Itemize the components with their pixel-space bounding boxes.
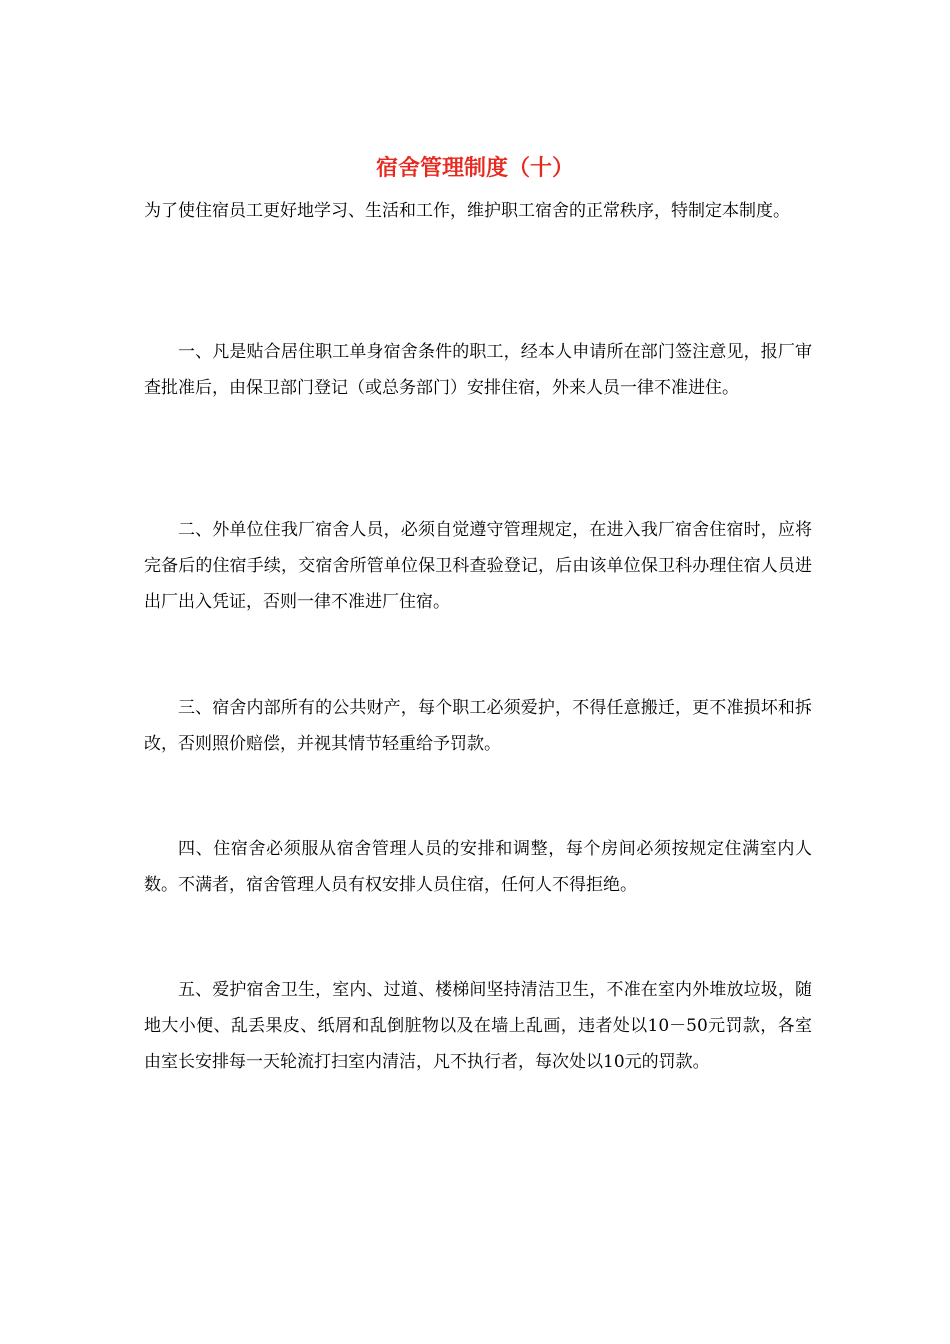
- clause-5-paragraph: 五、爱护宿舍卫生，室内、过道、楼梯间坚持清洁卫生，不准在室内外堆放垃圾，随地大小便、乱丢果皮、纸屑和乱倒脏物以及在墙上乱画，违者处以10－50元罚款，各室由室长安排每一天轮流打扫室内清洁，凡不执行者，每次处以10元的罚款。: [144, 980, 812, 1072]
- document-title: 宿舍管理制度（十）: [375, 155, 574, 181]
- clause-1-paragraph: 一、凡是贴合居住职工单身宿舍条件的职工，经本人申请所在部门签注意见，报厂审查批准后，由保卫部门登记（或总务部门）安排住宿，外来人员一律不准进住。: [144, 342, 812, 398]
- clause-3-paragraph: 三、宿舍内部所有的公共财产，每个职工必须爱护，不得任意搬迁，更不准损坏和拆改，否则照价赔偿，并视其情节轻重给予罚款。: [144, 698, 812, 754]
- clause-4-paragraph: 四、住宿舍必须服从宿舍管理人员的安排和调整，每个房间必须按规定住满室内人数。不满者，宿舍管理人员有权安排人员住宿，任何人不得拒绝。: [144, 839, 812, 895]
- clause-2-paragraph: 二、外单位住我厂宿舍人员，必须自觉遵守管理规定，在进入我厂宿舍住宿时，应将完备后的住宿手续，交宿舍所管单位保卫科查验登记，后由该单位保卫科办理住宿人员进出厂出入凭证，否则一律不准进厂住宿。: [144, 520, 812, 612]
- intro-paragraph: 为了使住宿员工更好地学习、生活和工作，维护职工宿舍的正常秩序，特制定本制度。: [144, 201, 790, 221]
